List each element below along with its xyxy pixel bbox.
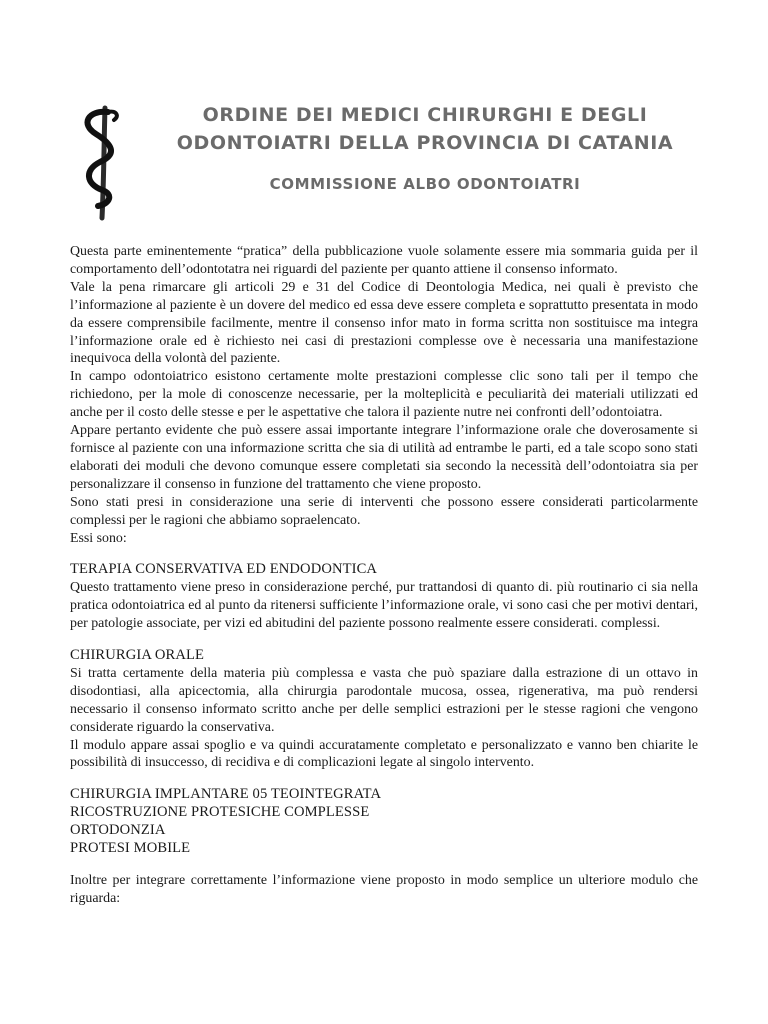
paragraph-codice: Vale la pena rimarcare gli articoli 29 e 31 del Codice di Deontologia Medica, nei quali è previsto che l’informazione al paziente è un dovere del medico ed essa deve essere completa e soprattutto presentata in modo da essere comprensibile facilmente, mentre il consenso infor mato in forma scritta non sostituisce ma integra l’informazione orale ed è richiesto nei casi di prestazioni complesse ove è necessaria una manifestazione inequivoca della volontà del paziente. — [70, 279, 698, 367]
paragraph-moduli: Appare pertanto evidente che può essere assai importante integrare l’informazione orale che doverosamente si fornisce al paziente con una informazione scritta che sia di utilità ad entrambe le parti, ed a tale scopo sono stati elaborati dei moduli che devono comunque essere completati sia secondo la necessità dell’odontoiatra sia per personalizzare il consenso in funzione del trattamento che viene proposto. — [70, 423, 698, 492]
list-item-ortodonzia: ORTODONZIA — [70, 822, 166, 839]
paragraph-interventi: Sono stati presi in considerazione una serie di interventi che possono essere considerati particolarmente complessi per le ragioni che abbiamo sopraelencato. — [70, 494, 698, 528]
section-title-chirurgia-orale: CHIRURGIA ORALE — [70, 647, 205, 664]
section-title-conservativa: TERAPIA CONSERVATIVA ED ENDODONTICA — [70, 561, 378, 578]
section-text-chirurgia-orale: Si tratta certamente della materia più complessa e vasta che può spaziare dalla estrazione di un ottavo in disodontiasi, alla apicectomia, alla chirurgia parodontale mucosa, ossea, rigenerativa, ma può rendersi necessario il consenso informato scritto anche per delle semplici estrazioni per le stesse ragioni che vengono considerate riguardo la conservativa. — [70, 665, 698, 735]
header-subtitle: COMMISSIONE ALBO ODONTOIATRI — [269, 175, 581, 193]
section-text-chirurgia-orale-modulo: Il modulo appare assai spoglio e va quindi accuratamente completato e personalizzato e vanno ben chiarite le possibilità di insuccesso, di recidiva e di complicazioni legate al singolo intervento. — [70, 737, 698, 771]
paragraph-prestazioni: In campo odontoiatrico esistono certamente molte prestazioni complesse clic sono tali per il tempo che richiedono, per la mole di conoscenze necessarie, per la molteplicità e peculiarità dei materiali utilizzati ed anche per il costo delle stesse e per le aspettative che talora il paziente nutre nei confronti dell’odontoiatra. — [70, 369, 698, 421]
document-body — [70, 243, 698, 908]
paragraph-intro: Questa parte eminentemente “pratica” della pubblicazione vuole solamente essere mia sommaria guida per il comportamento dell’odontotatra nei riguardi del paziente per quanto attiene il consenso informato. — [70, 244, 698, 277]
list-item-ricostruzione: RICOSTRUZIONE PROTESICHE COMPLESSE — [70, 804, 370, 821]
header-title-line-1: ORDINE DEI MEDICI CHIRURGHI E DEGLI — [202, 104, 648, 126]
section-text-conservativa: Questo trattamento viene preso in considerazione perché, pur trattandosi di quanto di. più routinario ci sia nella pratica odontoiatrica ed al punto da ritenersi sufficiente l’informazione orale, vi sono casi che per motivi dentari, per patologie associate, per vizi ed abitudini del paziente possono realmente essere considerati. complessi. — [70, 580, 698, 632]
paragraph-closing: Inoltre per integrare correttamente l’informazione viene proposto in modo semplice un ulteriore modulo che riguarda: — [70, 873, 698, 906]
list-item-protesi-mobile: PROTESI MOBILE — [70, 840, 191, 857]
header-title-line-2: ODONTOIATRI DELLA PROVINCIA DI CATANIA — [176, 132, 674, 154]
caduceus-serpent-icon — [74, 98, 130, 222]
list-item-implantare: CHIRURGIA IMPLANTARE 05 TEOINTEGRATA — [70, 786, 382, 803]
paragraph-essi-sono: Essi sono: — [70, 530, 127, 546]
